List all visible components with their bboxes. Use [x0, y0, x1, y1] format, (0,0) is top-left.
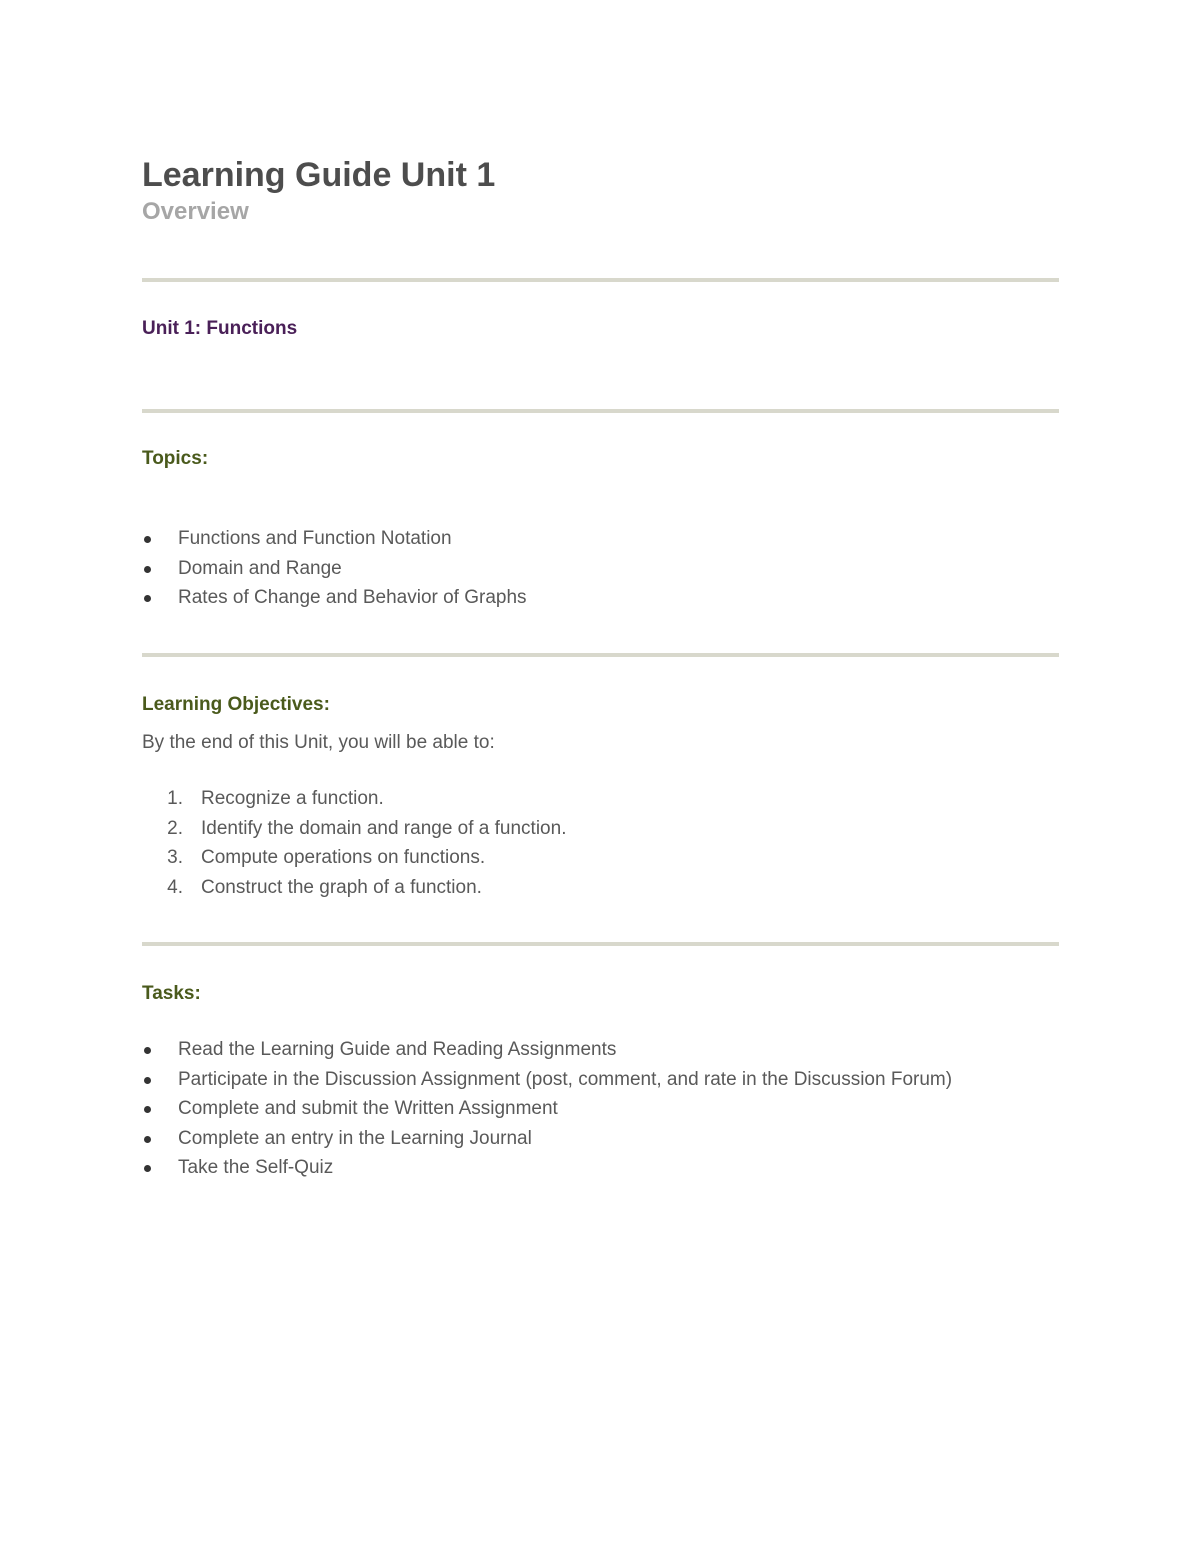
- bullet-icon: [144, 1106, 151, 1113]
- item-number: 1.: [167, 788, 183, 809]
- objectives-heading: Learning Objectives:: [142, 694, 330, 715]
- bullet-icon: [144, 536, 151, 543]
- objectives-intro: By the end of this Unit, you will be able to:: [142, 732, 495, 753]
- objective-text: Identify the domain and range of a function.: [201, 817, 567, 839]
- objective-text: Recognize a function.: [201, 788, 384, 809]
- tasks-heading: Tasks:: [142, 983, 201, 1004]
- bullet-icon: [144, 595, 151, 602]
- section-divider: [142, 942, 1059, 946]
- task-text: Complete and submit the Written Assignment: [178, 1098, 558, 1119]
- task-text: Participate in the Discussion Assignment (post, comment, and rate in the Discussion Forum): [178, 1068, 953, 1090]
- item-number: 3.: [167, 847, 183, 868]
- task-text: Read the Learning Guide and Reading Assignments: [178, 1039, 617, 1060]
- task-text: Complete an entry in the Learning Journal: [178, 1127, 532, 1149]
- item-number: 4.: [167, 876, 183, 898]
- bullet-icon: [144, 566, 151, 573]
- topic-text: Domain and Range: [178, 557, 342, 579]
- document-title: Learning Guide Unit 1: [142, 156, 496, 194]
- bullet-icon: [144, 1165, 151, 1172]
- objective-text: Compute operations on functions.: [201, 847, 486, 868]
- bullet-icon: [144, 1077, 151, 1084]
- bullet-icon: [144, 1047, 151, 1054]
- section-divider: [142, 409, 1059, 413]
- unit-heading: Unit 1: Functions: [142, 318, 298, 339]
- topics-heading: Topics:: [142, 448, 209, 469]
- section-divider: [142, 278, 1059, 282]
- section-divider: [142, 653, 1059, 657]
- bullet-icon: [144, 1136, 151, 1143]
- document-subtitle: Overview: [142, 198, 249, 225]
- topic-text: Functions and Function Notation: [178, 528, 452, 549]
- item-number: 2.: [167, 817, 183, 839]
- topic-text: Rates of Change and Behavior of Graphs: [178, 587, 527, 608]
- objective-text: Construct the graph of a function.: [201, 876, 482, 898]
- task-text: Take the Self-Quiz: [178, 1157, 334, 1178]
